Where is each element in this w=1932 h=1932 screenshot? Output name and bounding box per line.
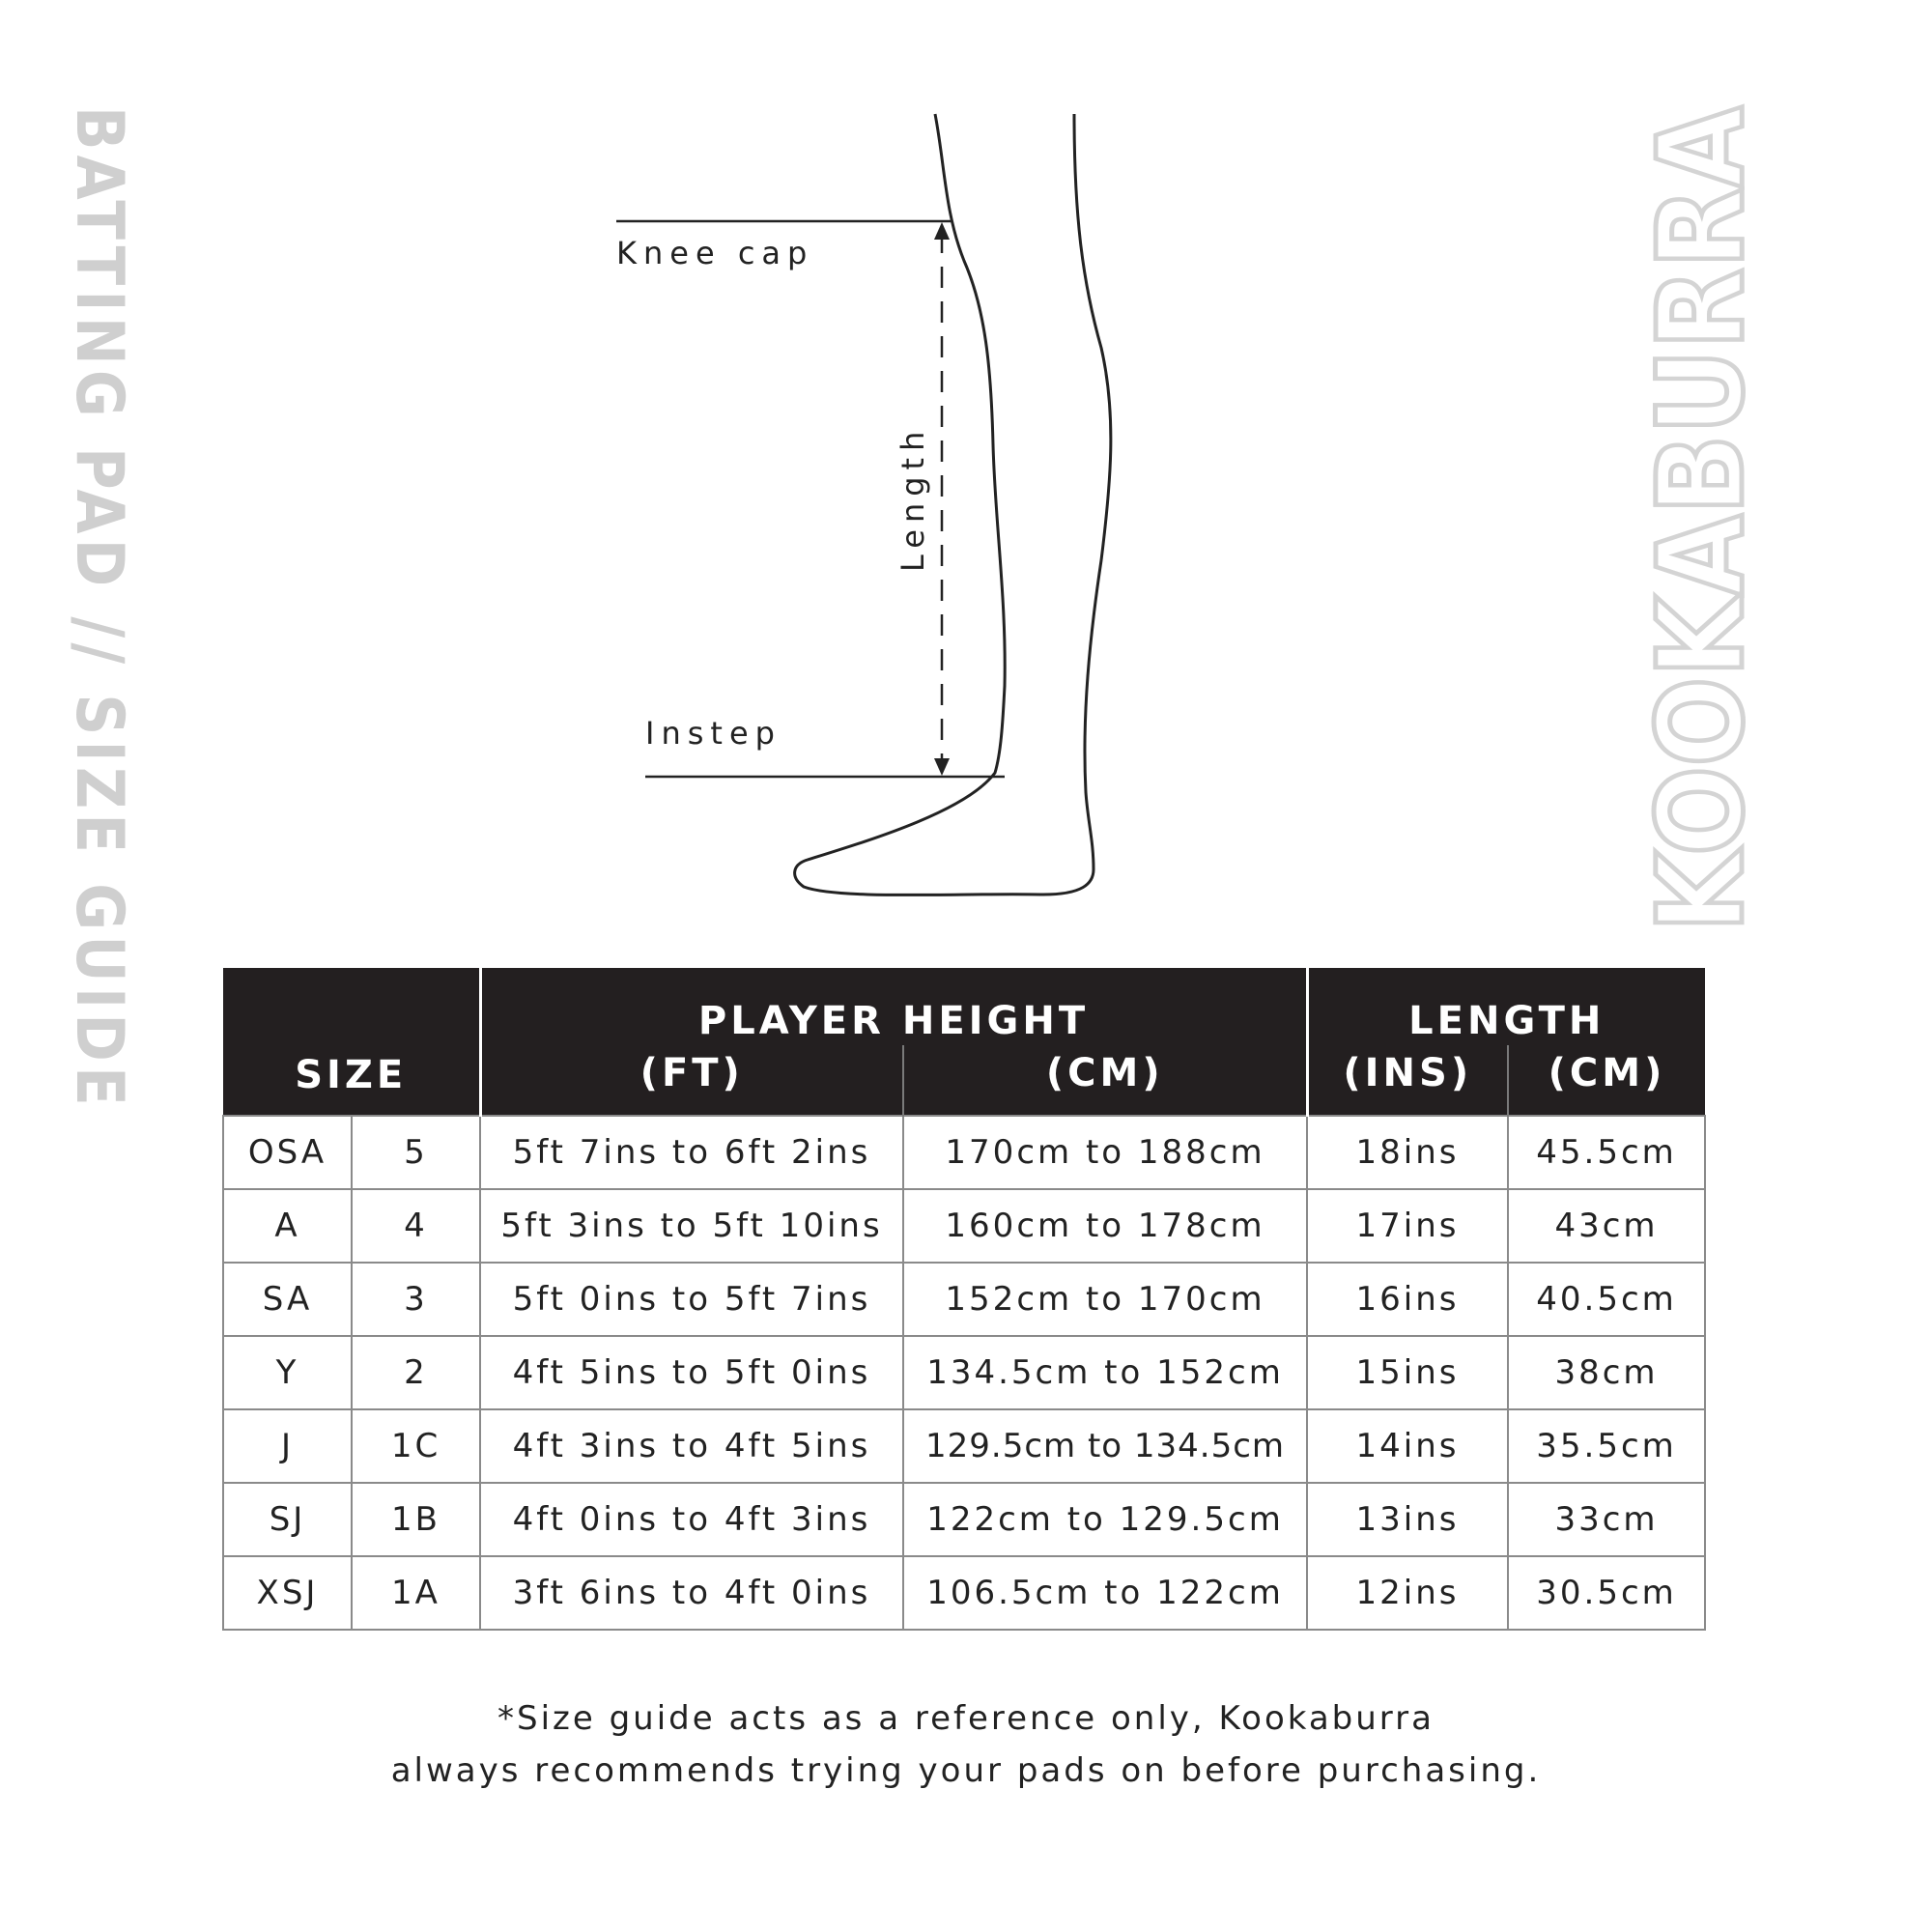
height-ft: 3ft 6ins to 4ft 0ins <box>480 1556 903 1630</box>
size-code: SA <box>223 1263 352 1336</box>
size-code: J <box>223 1409 352 1483</box>
brand-logo <box>1633 5 1860 932</box>
height-cm: 160cm to 178cm <box>903 1189 1307 1263</box>
header-player-height: PLAYER HEIGHT <box>480 968 1307 1045</box>
size-number: 3 <box>352 1263 480 1336</box>
knee-cap-label: Knee cap <box>616 235 814 271</box>
instep-label: Instep <box>645 715 781 752</box>
arrow-up-icon <box>934 222 950 240</box>
size-number: 5 <box>352 1116 480 1189</box>
brand-wordmark: KOOKABURRA <box>1633 5 1770 932</box>
length-cm: 45.5cm <box>1508 1116 1705 1189</box>
height-cm: 122cm to 129.5cm <box>903 1483 1307 1556</box>
length-ins: 18ins <box>1307 1116 1508 1189</box>
length-ins: 12ins <box>1307 1556 1508 1630</box>
height-cm: 170cm to 188cm <box>903 1116 1307 1189</box>
header-size: SIZE <box>223 968 480 1116</box>
length-cm: 43cm <box>1508 1189 1705 1263</box>
size-number: 4 <box>352 1189 480 1263</box>
side-title-text: BATTING PAD // SIZE GUIDE <box>61 106 137 1254</box>
header-ft: (FT) <box>480 1045 903 1116</box>
height-cm: 106.5cm to 122cm <box>903 1556 1307 1630</box>
height-cm: 129.5cm to 134.5cm <box>903 1409 1307 1483</box>
height-ft: 5ft 7ins to 6ft 2ins <box>480 1116 903 1189</box>
header-length: LENGTH <box>1307 968 1705 1045</box>
table-row <box>223 1116 1705 1189</box>
table-row <box>223 1336 1705 1409</box>
length-ins: 16ins <box>1307 1263 1508 1336</box>
table-row <box>223 1189 1705 1263</box>
length-label: Length <box>895 424 931 572</box>
length-cm: 35.5cm <box>1508 1409 1705 1483</box>
size-number: 2 <box>352 1336 480 1409</box>
size-number: 1A <box>352 1556 480 1630</box>
length-ins: 13ins <box>1307 1483 1508 1556</box>
size-number: 1C <box>352 1409 480 1483</box>
height-ft: 4ft 0ins to 4ft 3ins <box>480 1483 903 1556</box>
size-code: SJ <box>223 1483 352 1556</box>
header-cm-length: (CM) <box>1508 1045 1705 1116</box>
table-row <box>223 1483 1705 1556</box>
footnote <box>0 1692 1932 1797</box>
height-ft: 5ft 0ins to 5ft 7ins <box>480 1263 903 1336</box>
footnote-line-2: always recommends trying your pads on before purchasing. <box>390 1751 1542 1790</box>
length-ins: 14ins <box>1307 1409 1508 1483</box>
height-ft: 4ft 3ins to 4ft 5ins <box>480 1409 903 1483</box>
footnote-line-1: *Size guide acts as a reference only, Kookaburra <box>497 1699 1435 1738</box>
size-code: OSA <box>223 1116 352 1189</box>
size-code: A <box>223 1189 352 1263</box>
height-ft: 4ft 5ins to 5ft 0ins <box>480 1336 903 1409</box>
header-ins: (INS) <box>1307 1045 1508 1116</box>
length-cm: 40.5cm <box>1508 1263 1705 1336</box>
length-ins: 15ins <box>1307 1336 1508 1409</box>
side-title <box>50 106 195 1254</box>
size-code: Y <box>223 1336 352 1409</box>
arrow-down-icon <box>934 758 950 776</box>
table-row <box>223 1409 1705 1483</box>
size-number: 1B <box>352 1483 480 1556</box>
height-ft: 5ft 3ins to 5ft 10ins <box>480 1189 903 1263</box>
size-code: XSJ <box>223 1556 352 1630</box>
length-ins: 17ins <box>1307 1189 1508 1263</box>
header-cm: (CM) <box>903 1045 1307 1116</box>
length-cm: 33cm <box>1508 1483 1705 1556</box>
length-cm: 30.5cm <box>1508 1556 1705 1630</box>
size-table <box>222 968 1706 1631</box>
leg-diagram <box>580 97 1256 918</box>
table-row <box>223 1556 1705 1630</box>
table-row <box>223 1263 1705 1336</box>
height-cm: 134.5cm to 152cm <box>903 1336 1307 1409</box>
length-cm: 38cm <box>1508 1336 1705 1409</box>
height-cm: 152cm to 170cm <box>903 1263 1307 1336</box>
